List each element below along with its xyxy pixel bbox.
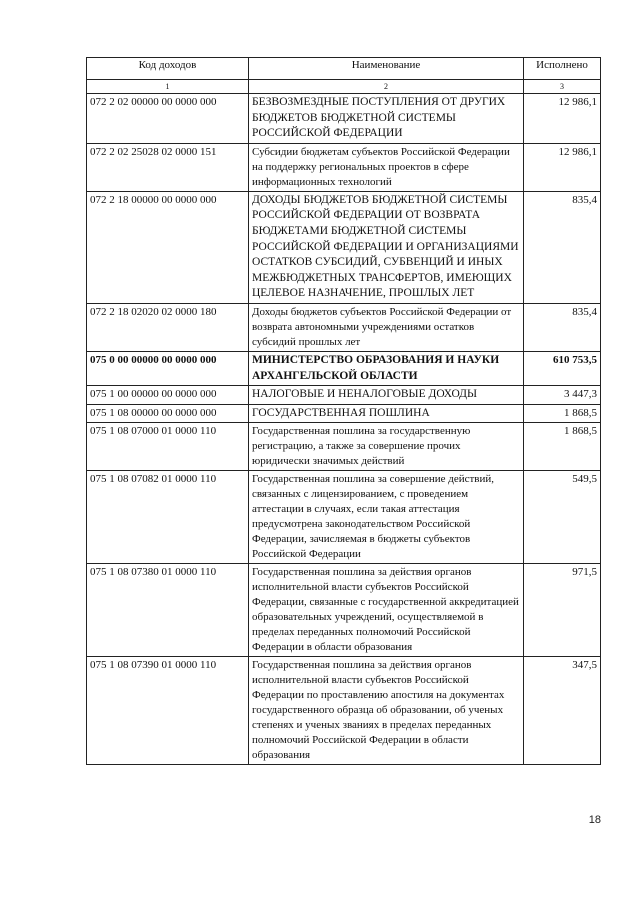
table-row [87,564,601,657]
table-row [87,471,601,564]
table-row [87,386,601,405]
row-value: 12 986,1 [524,143,601,191]
row-code: 075 1 08 07000 01 0000 110 [87,423,249,471]
row-code: 072 2 18 02020 02 0000 180 [87,303,249,351]
row-code: 075 1 08 07082 01 0000 110 [87,471,249,564]
row-name: Государственная пошлина за совершение действий, связанных с лицензированием, с проведением аттестации в случаях, если такая аттестация предусмотрена законодательством Российской Федерации, зачисляемая в бюджеты субъектов Российской Федерации [249,471,524,564]
row-value: 1 868,5 [524,404,601,423]
row-name: ДОХОДЫ БЮДЖЕТОВ БЮДЖЕТНОЙ СИСТЕМЫ РОССИЙСКОЙ ФЕДЕРАЦИИ ОТ ВОЗВРАТА БЮДЖЕТАМИ БЮДЖЕТНОЙ СИСТЕМЫ РОССИЙСКОЙ ФЕДЕРАЦИИ И ОРГАНИЗАЦИЯМИ ОСТАТКОВ СУБСИДИЙ, СУБВЕНЦИЙ И ИНЫХ МЕЖБЮДЖЕТНЫХ ТРАНСФЕРТОВ, ИМЕЮЩИХ ЦЕЛЕВОЕ НАЗНАЧЕНИЕ, ПРОШЛЫХ ЛЕТ [249,191,524,303]
column-number-2: 2 [249,80,524,94]
row-name: НАЛОГОВЫЕ И НЕНАЛОГОВЫЕ ДОХОДЫ [249,386,524,405]
row-code: 075 1 08 07380 01 0000 110 [87,564,249,657]
revenue-table [86,57,601,765]
column-number-1: 1 [87,80,249,94]
row-name: БЕЗВОЗМЕЗДНЫЕ ПОСТУПЛЕНИЯ ОТ ДРУГИХ БЮДЖЕТОВ БЮДЖЕТНОЙ СИСТЕМЫ РОССИЙСКОЙ ФЕДЕРАЦИИ [249,94,524,144]
column-number-row [87,80,601,94]
row-code: 075 0 00 00000 00 0000 000 [87,351,249,385]
column-header-executed: Исполнено [524,58,601,80]
row-value: 835,4 [524,191,601,303]
table-row [87,94,601,144]
table-header-row [87,58,601,80]
table-row [87,143,601,191]
row-name: МИНИСТЕРСТВО ОБРАЗОВАНИЯ И НАУКИ АРХАНГЕЛЬСКОЙ ОБЛАСТИ [249,351,524,385]
table-row [87,191,601,303]
row-name: ГОСУДАРСТВЕННАЯ ПОШЛИНА [249,404,524,423]
table-row [87,657,601,765]
row-code: 075 1 00 00000 00 0000 000 [87,386,249,405]
row-name: Государственная пошлина за действия органов исполнительной власти субъектов Российской Федерации по проставлению апостиля на документах государственного образца об образовании, об ученых степенях и ученых званиях в пределах переданных полномочий Российской Федерации в области образования [249,657,524,765]
row-value: 610 753,5 [524,351,601,385]
row-code: 075 1 08 07390 01 0000 110 [87,657,249,765]
row-code: 072 2 02 00000 00 0000 000 [87,94,249,144]
row-value: 3 447,3 [524,386,601,405]
row-name: Доходы бюджетов субъектов Российской Федерации от возврата автономными учреждениями остатков субсидий прошлых лет [249,303,524,351]
page-number: 18 [588,814,601,826]
row-value: 347,5 [524,657,601,765]
row-value: 1 868,5 [524,423,601,471]
row-name: Субсидии бюджетам субъектов Российской Федерации на поддержку региональных проектов в сфере информационных технологий [249,143,524,191]
row-value: 549,5 [524,471,601,564]
column-header-code: Код доходов [87,58,249,80]
table-row [87,351,601,385]
row-value: 835,4 [524,303,601,351]
row-code: 072 2 02 25028 02 0000 151 [87,143,249,191]
row-value: 12 986,1 [524,94,601,144]
table-row [87,303,601,351]
column-number-3: 3 [524,80,601,94]
row-code: 072 2 18 00000 00 0000 000 [87,191,249,303]
row-name: Государственная пошлина за действия органов исполнительной власти субъектов Российской Федерации, связанные с государственной аккредитацией образовательных учреждений, осуществляемой в пределах переданных полномочий Российской Федерации в области образования [249,564,524,657]
table-row [87,404,601,423]
row-value: 971,5 [524,564,601,657]
row-name: Государственная пошлина за государственную регистрацию, а также за совершение прочих юридически значимых действий [249,423,524,471]
row-code: 075 1 08 00000 00 0000 000 [87,404,249,423]
table-row [87,423,601,471]
column-header-name: Наименование [249,58,524,80]
